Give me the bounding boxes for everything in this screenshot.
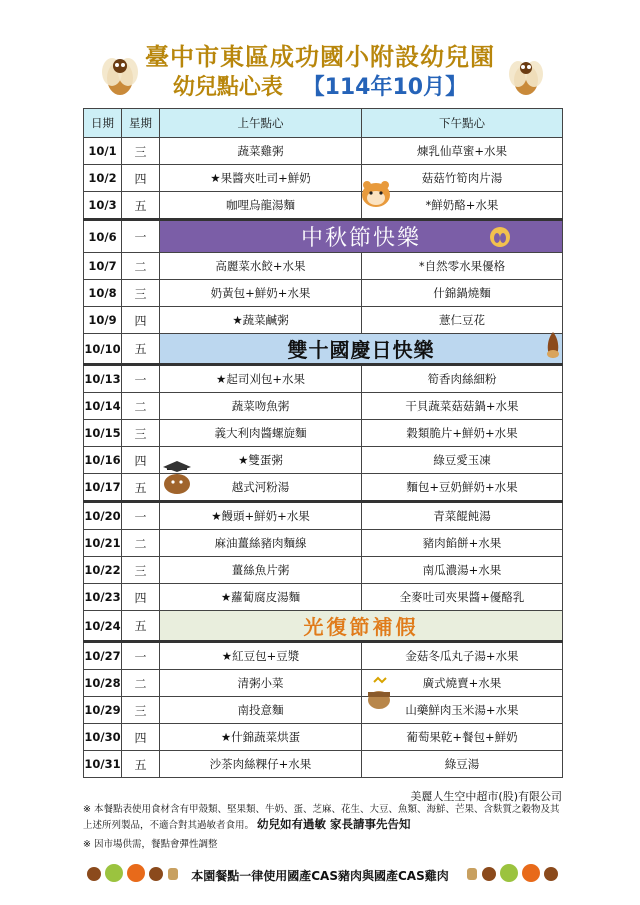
am-snack: ★果醬夾吐司+鮮奶 xyxy=(160,165,362,192)
pm-snack: 金菇冬瓜丸子湯+水果 xyxy=(362,642,563,670)
row-weekday: 五 xyxy=(122,334,160,365)
table-row xyxy=(84,474,563,502)
row-weekday: 四 xyxy=(122,724,160,751)
am-snack: 高麗菜水餃+水果 xyxy=(160,253,362,280)
table-row xyxy=(84,253,563,280)
row-date: 10/8 xyxy=(84,280,122,307)
pm-snack: *自然零水果優格 xyxy=(362,253,563,280)
am-snack: 麻油薑絲豬肉麵線 xyxy=(160,530,362,557)
am-snack: ★饅頭+鮮奶+水果 xyxy=(160,502,362,530)
row-date: 10/28 xyxy=(84,670,122,697)
row-weekday: 四 xyxy=(122,447,160,474)
row-weekday: 三 xyxy=(122,138,160,165)
column-header-day: 星期 xyxy=(122,109,160,138)
am-snack: ★雙蛋粥 xyxy=(160,447,362,474)
am-snack: 清粥小菜 xyxy=(160,670,362,697)
row-weekday: 一 xyxy=(122,642,160,670)
pm-snack: 什錦鍋燒麵 xyxy=(362,280,563,307)
row-weekday: 五 xyxy=(122,474,160,502)
pm-snack: 菇菇竹筍肉片湯 xyxy=(362,165,563,192)
pm-snack: 穀類脆片+鮮奶+水果 xyxy=(362,420,563,447)
row-date: 10/24 xyxy=(84,611,122,642)
am-snack: ★紅豆包+豆漿 xyxy=(160,642,362,670)
page-title: 臺中市東區成功國小附設幼兒園 xyxy=(145,43,495,71)
month-label: 【114年10月】 xyxy=(302,75,468,100)
row-weekday: 一 xyxy=(122,502,160,530)
row-date: 10/16 xyxy=(84,447,122,474)
pm-snack: 青菜餛飩湯 xyxy=(362,502,563,530)
cicada-right-icon xyxy=(504,56,548,100)
supply-note: ※ 因市場供需，餐點會彈性調整 xyxy=(83,839,218,850)
row-date: 10/31 xyxy=(84,751,122,778)
row-date: 10/22 xyxy=(84,557,122,584)
row-date: 10/10 xyxy=(84,334,122,365)
row-date: 10/20 xyxy=(84,502,122,530)
row-weekday: 一 xyxy=(122,365,160,393)
am-snack: 越式河粉湯 xyxy=(160,474,362,502)
table-row xyxy=(84,165,563,192)
pm-snack: 薏仁豆花 xyxy=(362,307,563,334)
table-row xyxy=(84,138,563,165)
row-date: 10/21 xyxy=(84,530,122,557)
am-snack: 沙茶肉絲粿仔+水果 xyxy=(160,751,362,778)
row-date: 10/1 xyxy=(84,138,122,165)
allergy-note xyxy=(83,803,563,833)
row-weekday: 二 xyxy=(122,670,160,697)
company-name: 美麗人生空中超市(股)有限公司 xyxy=(410,790,562,803)
am-snack: ★起司刈包+水果 xyxy=(160,365,362,393)
row-date: 10/15 xyxy=(84,420,122,447)
row-date: 10/3 xyxy=(84,192,122,220)
table-header-row xyxy=(84,109,563,138)
am-snack: ★蘿蔔腐皮湯麵 xyxy=(160,584,362,611)
am-snack: ★什錦蔬菜烘蛋 xyxy=(160,724,362,751)
am-snack: 蔬菜雞粥 xyxy=(160,138,362,165)
table-row xyxy=(84,584,563,611)
row-date: 10/23 xyxy=(84,584,122,611)
allergy-note-text: ※ 本餐點表使用食材含有甲殼類、堅果類、牛奶、蛋、芝麻、花生、大豆、魚類、海鮮、芒果、含麩質之穀物及其上述所列製品，不適合對其過敏者食用。 xyxy=(83,804,560,831)
pm-snack: 廣式燒賣+水果 xyxy=(362,670,563,697)
holiday-banner: 雙十國慶日快樂 xyxy=(160,334,563,365)
am-snack: 義大利肉醬螺旋麵 xyxy=(160,420,362,447)
row-date: 10/30 xyxy=(84,724,122,751)
table-row xyxy=(84,611,563,642)
row-weekday: 二 xyxy=(122,530,160,557)
chestnut-icon xyxy=(544,330,562,360)
table-row xyxy=(84,307,563,334)
table-row xyxy=(84,502,563,530)
pm-snack: 豬肉餡餅+水果 xyxy=(362,530,563,557)
snack-menu-table xyxy=(83,108,563,778)
row-weekday: 四 xyxy=(122,307,160,334)
pm-snack: 干貝蔬菜菇菇鍋+水果 xyxy=(362,393,563,420)
subtitle-text: 幼兒點心表 xyxy=(172,75,283,100)
row-weekday: 二 xyxy=(122,253,160,280)
row-date: 10/6 xyxy=(84,220,122,253)
row-weekday: 四 xyxy=(122,165,160,192)
row-weekday: 三 xyxy=(122,420,160,447)
pm-snack: 筍香肉絲細粉 xyxy=(362,365,563,393)
row-date: 10/7 xyxy=(84,253,122,280)
am-snack: ★蔬菜鹹粥 xyxy=(160,307,362,334)
row-date: 10/17 xyxy=(84,474,122,502)
row-weekday: 五 xyxy=(122,751,160,778)
table-row xyxy=(84,724,563,751)
allergy-note-emphasis: 幼兒如有過敏 家長請事先告知 xyxy=(257,817,411,831)
table-row xyxy=(84,670,563,697)
row-date: 10/9 xyxy=(84,307,122,334)
am-snack: 蔬菜吻魚粥 xyxy=(160,393,362,420)
soup-pot-icon xyxy=(364,676,394,712)
row-weekday: 五 xyxy=(122,192,160,220)
row-date: 10/14 xyxy=(84,393,122,420)
table-row xyxy=(84,334,563,365)
am-snack: 薑絲魚片粥 xyxy=(160,557,362,584)
row-weekday: 二 xyxy=(122,393,160,420)
am-snack: 南投意麵 xyxy=(160,697,362,724)
table-row xyxy=(84,192,563,220)
table-row xyxy=(84,393,563,420)
column-header-pm: 下午點心 xyxy=(362,109,563,138)
table-row xyxy=(84,530,563,557)
row-weekday: 三 xyxy=(122,280,160,307)
pm-snack: 煉乳仙草蜜+水果 xyxy=(362,138,563,165)
row-date: 10/27 xyxy=(84,642,122,670)
pm-snack: 山藥鮮肉玉米湯+水果 xyxy=(362,697,563,724)
fruit-row-right-icon xyxy=(465,858,561,886)
row-date: 10/13 xyxy=(84,365,122,393)
pm-snack: *鮮奶酪+水果 xyxy=(362,192,563,220)
holiday-banner: 光復節補假 xyxy=(160,611,563,642)
row-date: 10/29 xyxy=(84,697,122,724)
pm-snack: 葡萄果乾+餐包+鮮奶 xyxy=(362,724,563,751)
table-row xyxy=(84,697,563,724)
row-weekday: 三 xyxy=(122,697,160,724)
column-header-am: 上午點心 xyxy=(160,109,362,138)
pm-snack: 綠豆湯 xyxy=(362,751,563,778)
table-row xyxy=(84,447,563,474)
row-weekday: 三 xyxy=(122,557,160,584)
table-row xyxy=(84,751,563,778)
table-row xyxy=(84,280,563,307)
table-row xyxy=(84,557,563,584)
row-weekday: 四 xyxy=(122,584,160,611)
table-row xyxy=(84,642,563,670)
table-row xyxy=(84,365,563,393)
pm-snack: 南瓜濃湯+水果 xyxy=(362,557,563,584)
am-snack: 奶黃包+鮮奶+水果 xyxy=(160,280,362,307)
row-date: 10/2 xyxy=(84,165,122,192)
row-weekday: 一 xyxy=(122,220,160,253)
am-snack: 咖哩烏龍湯麵 xyxy=(160,192,362,220)
column-header-date: 日期 xyxy=(84,109,122,138)
graduate-mole-icon xyxy=(158,458,196,496)
holiday-banner: 中秋節快樂 xyxy=(160,220,563,253)
mooncake-rabbit-icon xyxy=(486,226,514,248)
pm-snack: 全麥吐司夾果醬+優酪乳 xyxy=(362,584,563,611)
hamster-icon xyxy=(358,175,394,211)
cicada-left-icon xyxy=(96,52,144,100)
pm-snack: 麵包+豆奶鮮奶+水果 xyxy=(362,474,563,502)
row-weekday: 五 xyxy=(122,611,160,642)
pm-snack: 綠豆愛玉凍 xyxy=(362,447,563,474)
table-row xyxy=(84,420,563,447)
cas-meat-statement: 本園餐點一律使用國產CAS豬肉與國產CAS雞肉 xyxy=(191,869,449,883)
